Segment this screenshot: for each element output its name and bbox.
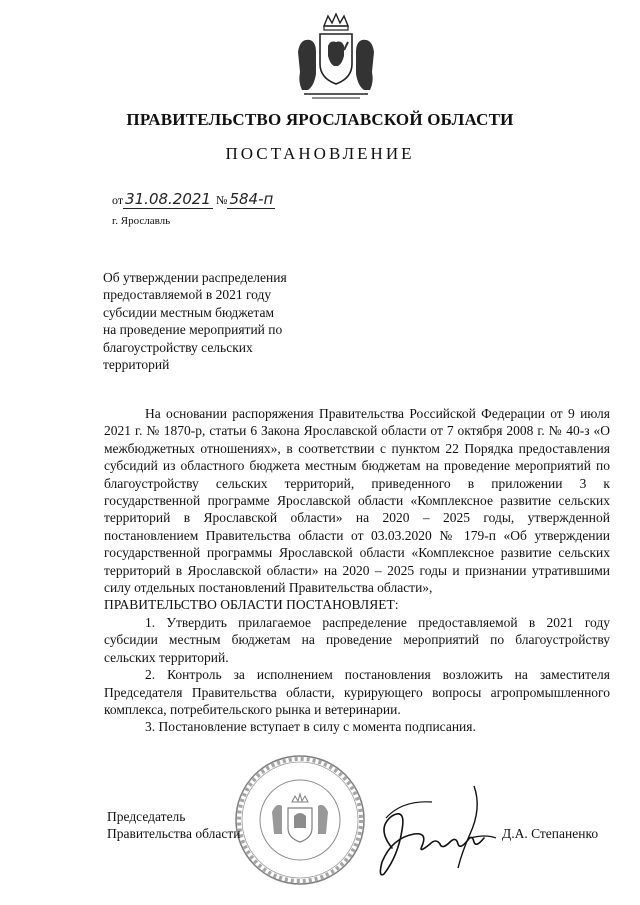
- subject-line: благоустройству сельских: [103, 339, 253, 355]
- subject-line: территорий: [103, 357, 170, 373]
- document-subject: [103, 269, 333, 373]
- subject-line: предоставляемой в 2021 году: [103, 287, 272, 303]
- subject-line: Об утверждении распределения: [103, 270, 287, 285]
- number-value: 584-п: [229, 190, 274, 208]
- document-body: [104, 405, 610, 736]
- signatory-name: Д.А. Степаненко: [502, 826, 599, 841]
- number-prefix: №: [215, 193, 228, 207]
- date-prefix: от: [112, 193, 124, 207]
- decree-item-1: 1. Утвердить прилагаемое распределение предоставляемой в 2021 году субсидии местным бюджетам на проведение мероприятий по благоустройству сельских территорий.: [104, 614, 610, 665]
- signature-icon: [362, 778, 502, 883]
- decree-statement: ПРАВИТЕЛЬСТВО ОБЛАСТИ ПОСТАНОВЛЯЕТ:: [104, 597, 399, 613]
- signatory-title: [107, 808, 240, 843]
- date-number-line: [112, 190, 275, 208]
- signatory-title-line: Правительства области: [107, 826, 241, 842]
- decree-item-2: 2. Контроль за исполнением постановления возложить на заместителя Председателя Правительства области, курирующего вопросы агропромышленного комплекса, потребительского рынка и ветеринарии.: [104, 667, 610, 717]
- subject-line: на проведение мероприятий по: [103, 322, 283, 338]
- decree-item-3: 3. Постановление вступает в силу с момента подписания.: [145, 719, 476, 735]
- preamble: На основании распоряжения Правительства Российской Федерации от 9 июля 2021 г. № 1870-р, статьи 6 Закона Ярославской области от 7 октября 2008 г. № 40-з «О межбюджетных отношениях», в соответствии с пунктом 22 Порядка предоставления субсидий из областного бюджета местным бюджетам на проведение мероприятий по благоустройству сельских территорий, приведенного в приложении 3 к государственной программе Ярославской области «Комплексное развитие сельских территорий в Ярославской области» на 2020 – 2025 годы, утвержденной постановлением Правительства области от 03.03.2020 № 179-п «Об утверждении государственной программы Ярославской области «Комплексное развитие сельских территорий в Ярославской области» на 2020 – 2025 годы и признании утратившими силу отдельных постановлений Правительства области»,: [104, 406, 610, 596]
- city: г. Ярославль: [112, 215, 171, 227]
- signatory-title-line: Председатель: [107, 809, 186, 824]
- date-value: 31.08.2021: [125, 190, 211, 208]
- subject-line: субсидии местным бюджетам: [103, 304, 275, 320]
- government-title: ПРАВИТЕЛЬСТВО ЯРОСЛАВСКОЙ ОБЛАСТИ: [126, 110, 514, 129]
- document-type: ПОСТАНОВЛЕНИЕ: [225, 144, 415, 163]
- coat-of-arms-icon: [290, 12, 382, 102]
- seal-icon: [232, 752, 368, 888]
